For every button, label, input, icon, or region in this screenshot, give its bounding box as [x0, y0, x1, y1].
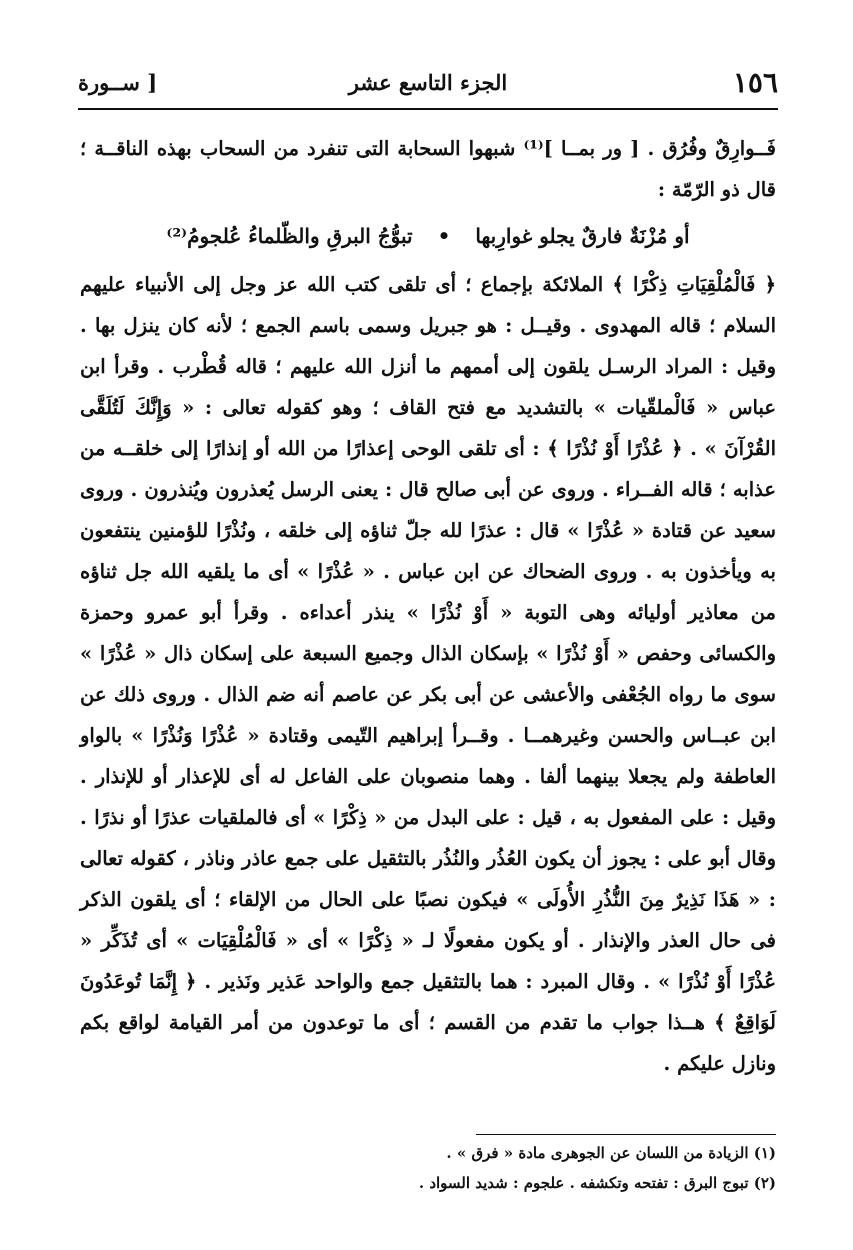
footnote-divider	[476, 1134, 776, 1135]
footnotes	[80, 1138, 776, 1198]
page-number: ١٥٦	[732, 66, 778, 99]
poetry-verse	[80, 214, 776, 258]
verse-hemistich-first: أو مُزْنَةٌ فارقٌ يجلو غوارِبها	[475, 224, 690, 248]
intro-paragraph: فَــوارِقٌ وفُرُق . [ ور بمــا ]⁽¹⁾ شبهوا السحابة التى تنفرد من السحاب بهذه الناقــة ؛ قال ذو الرّمّة :	[80, 137, 776, 201]
page-header	[78, 62, 778, 108]
commentary-paragraph: ﴿ فَالْمُلْقِيَاتِ ذِكْرًا ﴾ الملائكة بإجماع ؛ أى تلقى كتب الله عز وجل إلى الأنبياء عليهم السلام ؛ قاله المهدوى . وقيــل : هو جبريل وسمى باسم الجمع ؛ لأنه كان ينزل بها . وقيل : المراد الرسـل يلقون إلى أممهم ما أنزل الله عليهم ؛ قاله قُطْرب . وقرأ ابن عباس « فَالْملقّيات » بالتشديد مع فتح القاف ؛ وهو كقوله تعالى : « وَإِنَّكَ لَتُلَقَّى القُرْآنَ » . ﴿ عُذْرًا أَوْ نُذْرًا ﴾ : أى تلقى الوحى إعذارًا من الله أو إنذارًا إلى خلقــه من عذابه ؛ قاله الفــراء . وروى عن أبى صالح قال : يعنى الرسل يُعذرون ويُنذرون . وروى سعيد عن قتادة « عُذْرًا » قال : عذرًا لله جلّ ثناؤه إلى خلقه ، ونُذْرًا للؤمنين ينتفعون به ويأخذون به . وروى الضحاك عن ابن عباس . « عُذْرًا » أى ما يلقيه الله جل ثناؤه من معاذير أوليائه وهى التوبة « أَوْ نُذْرًا » ينذر أعداءه . وقرأ أبو عمرو وحمزة والكسائى وحفص « أَوْ نُذْرًا » بإسكان الذال وجميع السبعة على إسكان ذال « عُذْرًا » سوى ما رواه الجُعْفى والأعشى عن أبى بكر عن عاصم أنه ضم الذال . وروى ذلك عن ابن عبــاس والحسن وغيرهمــا . وقــرأ إبراهيم التّيمى وقتادة « عُذْرًا وَنُذْرًا » بالواو العاطفة ولم يجعلا بينهما ألفا . وهما منصوبان على الفاعل له أى للإعذار أو للإنذار . وقيل : على المفعول به ، قيل : على البدل من « ذِكْرًا » أى فالملقيات عذرًا أو نذرًا . وقال أبو على : يجوز أن يكون العُذُر والنُذُر بالتثقيل على جمع عاذر وناذر ، كقوله تعالى : « هَذَا نَذِيرٌ مِنَ النُّذُرِ الأُولَى » فيكون نصبًا على الحال من الإلقاء ؛ أى يلقون الذكر فى حال العذر والإنذار . أو يكون مفعولًا لـ « ذِكْرًا » أى « فَالْمُلْقِيَات » أى تُذَكِّر « عُذْرًا أَوْ نُذْرًا » . وقال المبرد : هما بالتثقيل جمع والواحد عَذير ونَذير . ﴿ إِنَّمَا تُوعَدُونَ لَوَاقِعٌ ﴾ هــذا جواب ما تقدم من القسم ؛ أى ما توعدون من أمر القيامة لواقع بكم ونازل عليكم .	[80, 273, 776, 1075]
main-text	[80, 128, 776, 1084]
footnote-2: (٢) تبوج البرق : تفتحه وتكشفه . علجوم : شديد السواد .	[418, 1174, 776, 1192]
part-title: الجزء التاسع عشر	[348, 70, 508, 95]
surah-label: [ ســورة	[78, 70, 158, 95]
header-divider	[78, 108, 778, 110]
verse-hemistich-second: تبوُّجُ البرقِ والظّلماءُ عُلجومُ⁽²⁾	[166, 224, 413, 248]
footnote-1: (١) الزيادة من اللسان عن الجوهرى مادة « فرق » .	[446, 1144, 776, 1162]
verse-separator: •	[437, 224, 451, 248]
